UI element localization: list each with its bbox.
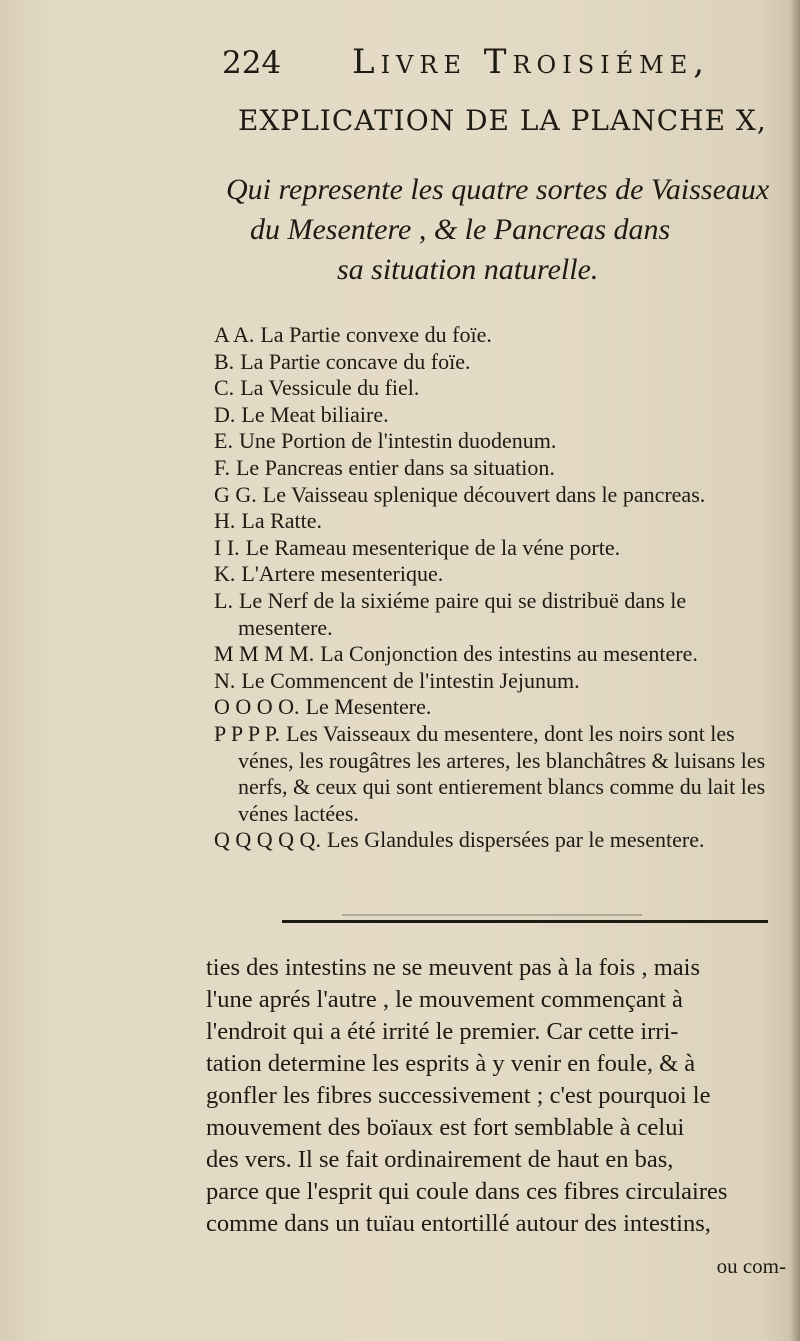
legend-item xyxy=(214,694,786,721)
body-line: parce que l'esprit qui coule dans ces fibres circulaires xyxy=(206,1178,728,1205)
legend-item xyxy=(214,588,786,641)
legend-item xyxy=(214,402,786,429)
legend-item xyxy=(214,535,786,562)
legend-text: La Partie concave du foïe. xyxy=(240,348,471,374)
legend-text: Le Commencent de l'intestin Jejunum. xyxy=(241,667,580,693)
legend-text: La Ratte. xyxy=(241,508,323,534)
legend-key: F. xyxy=(214,454,230,480)
legend-text: L'Artere mesenterique. xyxy=(241,561,444,587)
legend-key: K. xyxy=(214,561,236,587)
legend-item xyxy=(214,508,786,535)
legend-text: Le Nerf de la sixiéme paire qui se distribuë dans le mesentere. xyxy=(238,587,687,640)
legend-text: La Conjonction des intestins au mesentere. xyxy=(320,641,698,667)
legend-item xyxy=(214,322,786,349)
legend-key: O O O O. xyxy=(214,694,300,720)
legend-key: A A. xyxy=(214,322,255,347)
legend-key: B. xyxy=(214,348,235,374)
legend-key: Q Q Q Q Q. xyxy=(214,827,321,853)
legend-item xyxy=(214,641,786,668)
plate-legend xyxy=(214,322,786,854)
subtitle-line: Qui represente les quatre sortes de Vaisseaux xyxy=(226,173,770,206)
legend-item xyxy=(214,455,786,482)
legend-item xyxy=(214,428,786,455)
subtitle-line: sa situation naturelle. xyxy=(337,253,599,286)
body-line: des vers. Il se fait ordinairement de haut en bas, xyxy=(206,1146,674,1173)
body-line: ties des intestins ne se meuvent pas à la fois , mais xyxy=(206,954,700,981)
body-line: tation determine les esprits à y venir en foule, & à xyxy=(206,1050,696,1077)
legend-text: La Vessicule du fiel. xyxy=(240,375,420,401)
legend-item xyxy=(214,668,786,695)
legend-key: I I. xyxy=(214,534,240,560)
running-head: Livre Troisiéme, xyxy=(352,42,711,82)
legend-text: Le Pancreas entier dans sa situation. xyxy=(235,454,555,480)
body-text xyxy=(206,952,791,1240)
legend-key: G G. xyxy=(214,481,257,507)
legend-text: Les Vaisseaux du mesentere, dont les noirs sont les vénes, les rougâtres les arteres, les blanchâtres & luisans les nerfs, & ceux qui sont entierement blancs comme du lait les vénes lactées. xyxy=(238,720,766,826)
catchword: ou com- xyxy=(716,1254,786,1278)
subtitle-line: du Mesentere , & le Pancreas dans xyxy=(250,213,671,246)
legend-key: E. xyxy=(214,428,233,454)
legend-text: Les Glandules dispersées par le mesentere. xyxy=(326,827,705,853)
body-line: comme dans un tuïau entortillé autour des intestins, xyxy=(206,1210,711,1237)
page-number: 224 xyxy=(222,45,282,81)
plate-title: EXPLICATION DE LA PLANCHE X, xyxy=(238,104,767,137)
legend-key: L. xyxy=(214,587,233,613)
legend-text: La Partie convexe du foïe. xyxy=(260,322,492,347)
body-line: l'endroit qui a été irrité le premier. Car cette irri- xyxy=(206,1018,679,1045)
legend-item xyxy=(214,482,786,509)
body-line: gonfler les fibres successivement ; c'est pourquoi le xyxy=(206,1082,711,1109)
legend-key: P P P P. xyxy=(214,720,281,746)
section-rule xyxy=(282,920,768,923)
plate-subtitle xyxy=(0,170,800,290)
legend-key: N. xyxy=(214,667,236,693)
legend-text: Le Mesentere. xyxy=(305,694,432,720)
legend-item xyxy=(214,349,786,376)
legend-key: H. xyxy=(214,508,236,534)
legend-key: M M M M. xyxy=(214,641,315,667)
body-line: mouvement des boïaux est fort semblable à celui xyxy=(206,1114,685,1141)
legend-item xyxy=(214,827,786,854)
legend-text: Le Vaisseau splenique découvert dans le pancreas. xyxy=(262,481,706,507)
legend-key: C. xyxy=(214,375,235,401)
legend-text: Le Meat biliaire. xyxy=(241,401,389,427)
legend-item xyxy=(214,721,786,827)
legend-item xyxy=(214,561,786,588)
legend-text: Une Portion de l'intestin duodenum. xyxy=(238,428,557,454)
legend-item xyxy=(214,375,786,402)
body-line: l'une aprés l'autre , le mouvement commençant à xyxy=(206,986,683,1013)
legend-text: Le Rameau mesenterique de la véne porte. xyxy=(245,534,621,560)
legend-key: D. xyxy=(214,401,236,427)
page-header xyxy=(222,42,740,82)
